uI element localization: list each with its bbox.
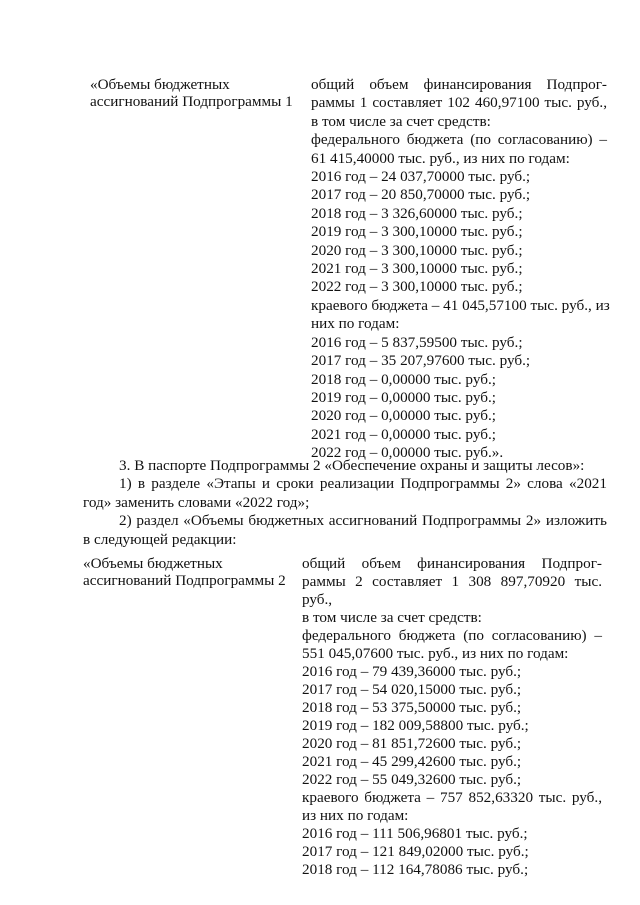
text-line: 2021 год – 0,00000 тыс. руб.;: [311, 425, 496, 443]
text-line: них по годам:: [311, 315, 400, 333]
subprogram-1-funding-label: [90, 76, 300, 110]
subprogram-1-funding-value: [311, 76, 610, 463]
text-line: 2021 год – 45 299,42600 тыс. руб.;: [302, 753, 522, 770]
text-line: 2017 год – 121 849,02000 тыс. руб.;: [302, 843, 529, 860]
paragraph-line: в следующей редакции:: [83, 530, 237, 548]
text-line: 2018 год – 3 326,60000 тыс. руб.;: [311, 204, 523, 222]
text-line: 2020 год – 0,00000 тыс. руб.;: [311, 407, 496, 425]
text-line: 2017 год – 35 207,97600 тыс. руб.;: [311, 352, 531, 370]
text-line: в том числе за счет средств:: [302, 609, 482, 626]
paragraph-line: 1) в разделе «Этапы и сроки реализации Подпрограммы 2» слова «2021: [119, 475, 607, 493]
text-line: 2020 год – 81 851,72600 тыс. руб.;: [302, 735, 522, 752]
paragraph-line: 2) раздел «Объемы бюджетных ассигнований Подпрограммы 2» изложить: [119, 512, 607, 530]
text-line: «Объемы бюджетных: [83, 555, 223, 572]
text-line: 2016 год – 5 837,59500 тыс. руб.;: [311, 333, 523, 351]
amendment-paragraphs: [83, 457, 607, 549]
text-line: 2016 год – 111 506,96801 тыс. руб.;: [302, 825, 528, 842]
text-line: федерального бюджета (по согласованию) –: [302, 627, 602, 644]
text-line: 2018 год – 112 164,78086 тыс. руб.;: [302, 861, 529, 878]
text-line: раммы 2 составляет 1 308 897,70920 тыс. руб.,: [302, 573, 602, 608]
subprogram-2-funding-label: [83, 555, 293, 589]
text-line: 2019 год – 0,00000 тыс. руб.;: [311, 388, 496, 406]
text-line: 2018 год – 53 375,50000 тыс. руб.;: [302, 699, 522, 716]
text-line: раммы 1 составляет 102 460,97100 тыс. руб.,: [311, 94, 607, 112]
text-line: 2020 год – 3 300,10000 тыс. руб.;: [311, 241, 523, 259]
paragraph-line: год» заменить словами «2022 год»;: [83, 493, 310, 511]
text-line: 2018 год – 0,00000 тыс. руб.;: [311, 370, 496, 388]
text-line: 2017 год – 20 850,70000 тыс. руб.;: [311, 186, 531, 204]
text-line: 2022 год – 55 049,32600 тыс. руб.;: [302, 771, 522, 788]
text-line: 2019 год – 182 009,58800 тыс. руб.;: [302, 717, 529, 734]
text-line: из них по годам:: [302, 807, 409, 824]
text-line: общий объем финансирования Подпрог-: [311, 76, 607, 93]
text-line: краевого бюджета – 41 045,57100 тыс. руб., из: [311, 296, 610, 314]
text-line: 61 415,40000 тыс. руб., из них по годам:: [311, 149, 570, 167]
paragraph-line: 3. В паспорте Подпрограммы 2 «Обеспечение охраны и защиты лесов»:: [119, 457, 585, 474]
text-line: 2019 год – 3 300,10000 тыс. руб.;: [311, 223, 523, 241]
text-line: федерального бюджета (по согласованию) –: [311, 131, 607, 149]
text-line: 2022 год – 3 300,10000 тыс. руб.;: [311, 278, 523, 296]
text-line: ассигнований Подпрограммы 1: [90, 93, 293, 111]
text-line: 2017 год – 54 020,15000 тыс. руб.;: [302, 681, 522, 698]
subprogram-2-funding-value: [302, 555, 602, 879]
text-line: 551 045,07600 тыс. руб., из них по годам:: [302, 645, 569, 662]
text-line: 2016 год – 79 439,36000 тыс. руб.;: [302, 663, 522, 680]
text-line: 2022 год – 0,00000 тыс. руб.».: [311, 444, 504, 462]
text-line: «Объемы бюджетных: [90, 76, 230, 93]
text-line: 2016 год – 24 037,70000 тыс. руб.;: [311, 168, 531, 186]
text-line: ассигнований Подпрограммы 2: [83, 572, 286, 590]
text-line: общий объем финансирования Подпрог-: [302, 555, 602, 572]
text-line: краевого бюджета – 757 852,63320 тыс. руб.,: [302, 789, 602, 806]
text-line: 2021 год – 3 300,10000 тыс. руб.;: [311, 260, 523, 278]
text-line: в том числе за счет средств:: [311, 112, 491, 130]
